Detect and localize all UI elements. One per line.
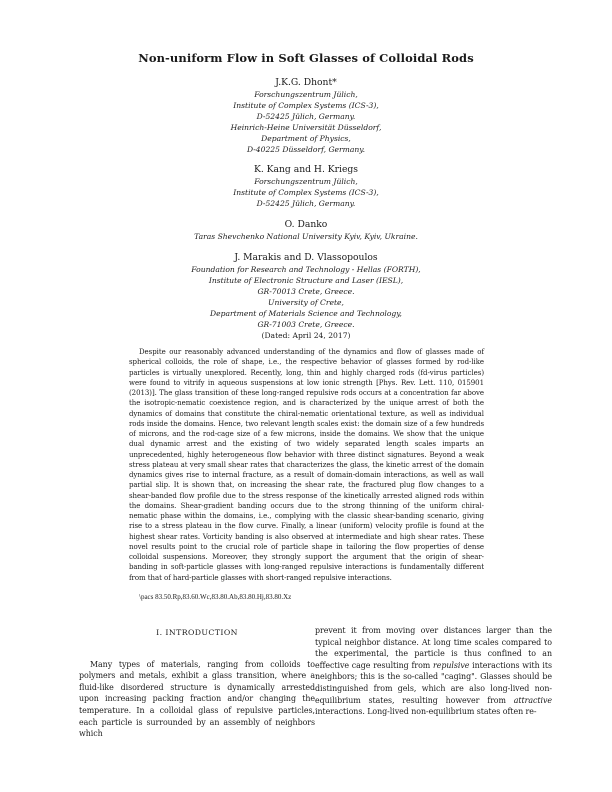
intro-text: interactions. Long-lived non-equilibrium states often re- — [315, 707, 537, 717]
emphasis-text: attractive — [513, 695, 552, 705]
section-heading: I. INTRODUCTION — [156, 628, 238, 637]
date-line: (Dated: April 24, 2017) — [261, 331, 351, 340]
left-column — [79, 627, 315, 740]
author-block-2 — [0, 164, 612, 209]
paper-title: Non-uniform Flow in Soft Glasses of Colloidal Rods — [138, 51, 474, 65]
affiliation-line: Forschungszentrum Jülich, — [254, 90, 358, 99]
affiliation-line: GR-71003 Crete, Greece. — [257, 320, 355, 329]
affiliation-line: GR-70013 Crete, Greece. — [257, 287, 355, 296]
intro-text: prevent it from moving over distances larger than the typical neighbor distance. At long time scales compared to the experimental, the particle is thus confined to an effective cage resulting from — [315, 626, 552, 670]
author-block-4 — [0, 252, 612, 341]
affiliation-line: Institute of Electronic Structure and Laser (IESL), — [208, 276, 404, 285]
affiliation-line: D-40225 Düsseldorf, Germany. — [247, 145, 365, 154]
author-name: K. Kang and H. Kriegs — [253, 164, 359, 175]
affiliation-line: Institute of Complex Systems (ICS-3), — [233, 188, 379, 197]
affiliation-line: D-52425 Jülich, Germany. — [256, 112, 356, 121]
affiliation-line: Foundation for Research and Technology - Hellas (FORTH), — [191, 265, 421, 274]
affiliation-line: Department of Physics, — [261, 134, 351, 143]
affiliation-line: D-52425 Jülich, Germany. — [256, 199, 356, 208]
emphasis-text: repulsive — [433, 660, 470, 670]
affiliation-line: Heinrich-Heine Universität Düsseldorf, — [230, 123, 382, 132]
abstract: Despite our reasonably advanced understanding of the dynamics and flow of glasses made of spherical colloids, the role of shape, i.e., the respective behavior of glasses formed by rod-like particles is virtually unexplored. Recently, long, thin and highly charged rods (fd-virus particles) were found to vitrify in aqueous suspensions at low ionic strength [Phys. Rev. Lett. 110, 015901 (2013)]. The glass transition of these long-ranged repulsive rods occurs at a concentration far above the isotropic-nematic coexistence region, and is characterized by the unique arrest of both the dynamics of domains that constitute the chiral-nematic orientational texture, as well as individual rods inside the domains. Hence, two relevant length scales exist: the domain size of a few hundreds of microns, and the rod-cage size of a few microns, inside the domains. We show that the unique dual dynamic arrest and the existing of two widely separated length scales imparts an unprecedented, highly heterogeneous flow behavior with three distinct signatures. Beyond a weak stress plateau at very small shear rates that characterizes the glass, the kinetic arrest of the domain dynamics gives rise to internal fracture, as a result of domain-domain interactions, as well as wall partial slip. It is shown that, on increasing the shear rate, the fractured plug flow changes to a shear-banded flow profile due to the stress response of the kinetically arrested aligned rods within the domains. Shear-gradient banding occurs due to the strong thinning of the uniform chiral-nematic phase within the domains, i.e., complying with the classic shear-banding scenario, giving rise to a stress plateau in the flow curve. Finally, a linear (uniform) velocity profile is found at the highest shear rates. Vorticity banding is also observed at intermediate and high shear rates. These novel results point to the crucial role of particle shape in tailoring the flow properties of dense colloidal suspensions. Moreover, they strongly support the argument that the origin of shear-banding in soft-particle glasses with long-ranged repulsive interactions is fundamentally different from that of hard-particle glasses with short-ranged repulsive interactions. — [129, 348, 484, 582]
author-block-3 — [0, 219, 612, 242]
intro-text: interactions with its neighbors; this is the so-called "caging". Glasses should be distinguished from gels, which are also long-lived non-equilibrium states, resulting however from — [315, 660, 552, 705]
affiliation-line: Department of Materials Science and Technology, — [210, 309, 402, 318]
affiliation-line: Institute of Complex Systems (ICS-3), — [233, 101, 379, 110]
author-name: J. Marakis and D. Vlassopoulos — [234, 252, 378, 263]
pacs-codes: \pacs 83.50.Rp,83.60.Wc,83.80.Ab,83.80.Hj,83.80.Xz — [139, 593, 292, 601]
author-name: O. Danko — [284, 219, 328, 230]
affiliation-line: Forschungszentrum Jülich, — [254, 177, 358, 186]
right-column — [315, 625, 552, 718]
author-block-1 — [0, 77, 612, 155]
affiliation-line: Taras Shevchenko National University Kyiv, Kyiv, Ukraine. — [194, 232, 418, 241]
author-name: J.K.G. Dhont* — [275, 77, 337, 88]
affiliation-line: University of Crete, — [268, 298, 344, 307]
intro-paragraph: Many types of materials, ranging from colloids to polymers and metals, exhibit a glass transition, where a fluid-like disordered structure is dynamically arrested upon increasing packing fraction and/or changing the temperature. In a colloidal glass of repulsive particles, each particle is surrounded by an assembly of neighbors which — [79, 659, 315, 739]
